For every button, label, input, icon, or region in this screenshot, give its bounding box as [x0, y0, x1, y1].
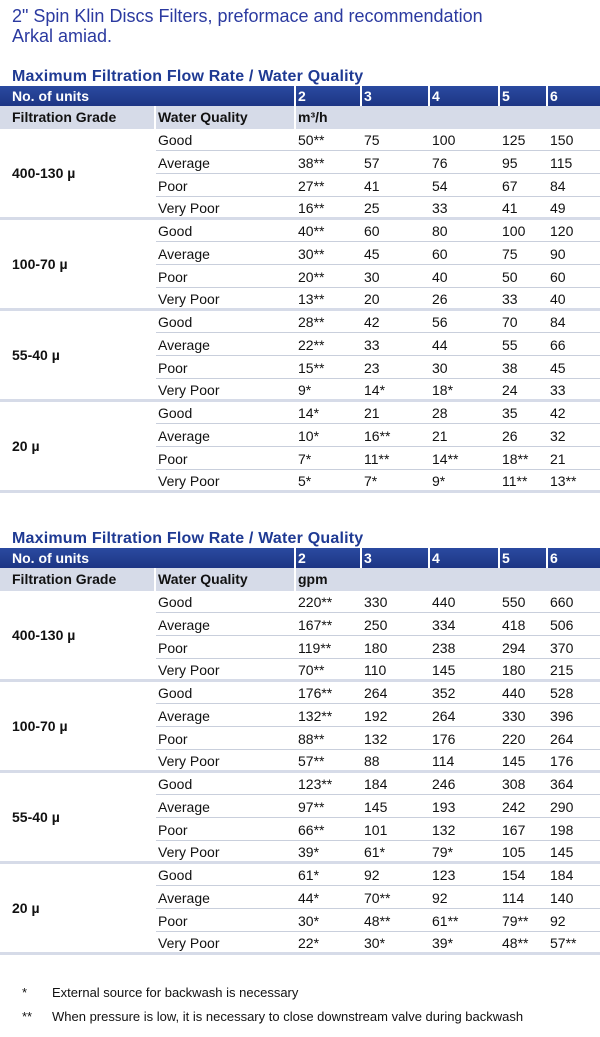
flow-value: 11**	[364, 450, 390, 467]
table-row	[156, 682, 600, 704]
flow-value: 76	[432, 154, 448, 171]
flow-value: 215	[550, 662, 574, 679]
flow-value: 95	[502, 154, 518, 171]
flow-value: 30**	[298, 245, 325, 262]
water-quality: Average	[158, 245, 210, 262]
table-row	[156, 728, 600, 750]
flow-value: 28	[432, 405, 448, 421]
table-row	[156, 288, 600, 310]
flow-value: 14**	[432, 450, 459, 467]
flow-value: 21	[364, 405, 380, 421]
flow-value: 110	[364, 662, 387, 679]
flow-value: 39*	[432, 935, 454, 952]
table-row	[156, 932, 600, 954]
flow-value: 45	[364, 245, 380, 262]
water-quality: Average	[158, 427, 210, 444]
header-separator	[546, 86, 548, 106]
unit-count-header: 4	[432, 550, 440, 566]
units-label: No. of units	[12, 88, 89, 104]
unit-count-header: 3	[364, 88, 372, 104]
flow-value: 114	[432, 753, 455, 770]
flow-table-gpm	[0, 530, 600, 955]
flow-value: 5*	[298, 473, 312, 490]
flow-value: 33	[550, 382, 566, 399]
header-separator	[294, 548, 296, 568]
flow-value: 42	[364, 314, 380, 330]
table-row	[156, 819, 600, 841]
filtration-grade: 20 µ	[12, 900, 40, 916]
table-row	[156, 887, 600, 909]
water-quality: Good	[158, 776, 193, 792]
flow-value: 250	[364, 616, 388, 633]
unit-count-header: 6	[550, 550, 558, 566]
flow-value: 56	[432, 314, 448, 330]
flow-value: 45	[550, 359, 566, 376]
table-row	[156, 910, 600, 932]
water-quality: Average	[158, 707, 210, 724]
flow-value: 90	[550, 245, 566, 262]
flow-value: 30	[364, 268, 380, 285]
flow-value: 40	[550, 291, 566, 308]
flow-value: 70	[502, 314, 518, 330]
flow-value: 334	[432, 616, 456, 633]
flow-value: 264	[550, 730, 574, 747]
units-header-bar	[0, 86, 600, 106]
flow-value: 132	[364, 730, 388, 747]
flow-value: 18*	[432, 382, 454, 399]
unit-count-header: 5	[502, 88, 510, 104]
flow-value: 66**	[298, 821, 325, 838]
flow-value: 41	[364, 177, 380, 194]
flow-value: 364	[550, 776, 574, 792]
water-quality: Average	[158, 798, 210, 815]
flow-value: 48**	[502, 935, 529, 952]
header-separator	[428, 548, 430, 568]
column-subheader-bar	[0, 106, 600, 129]
flow-value: 48**	[364, 912, 391, 929]
column-subheader-bar	[0, 568, 600, 591]
flow-value: 10*	[298, 427, 320, 444]
table-row	[156, 864, 600, 886]
flow-value: 38**	[298, 154, 325, 171]
flow-value: 330	[502, 707, 526, 724]
table-row	[156, 152, 600, 174]
flow-value: 54	[432, 177, 448, 194]
flow-value: 105	[502, 844, 526, 861]
page-title-line-2: Arkal amiad.	[12, 26, 113, 46]
flow-value: 92	[550, 912, 566, 929]
units-header-bar	[0, 548, 600, 568]
flow-value: 55	[502, 336, 518, 353]
filtration-grade: 20 µ	[12, 438, 40, 454]
units-label: No. of units	[12, 550, 89, 566]
table-row	[156, 841, 600, 863]
grade-group	[0, 682, 600, 773]
flow-value: 66	[550, 336, 566, 353]
flow-value: 14*	[298, 405, 320, 421]
table-row	[156, 591, 600, 613]
flow-value: 40	[432, 268, 448, 285]
table-heading: Maximum Filtration Flow Rate / Water Quality	[12, 530, 364, 547]
flow-value: 61**	[432, 912, 459, 929]
flow-value: 88	[364, 753, 380, 770]
water-quality: Poor	[158, 730, 188, 747]
flow-value: 49	[550, 200, 566, 217]
flow-value: 140	[550, 889, 574, 906]
unit-count-header: 3	[364, 550, 372, 566]
flow-value: 75	[502, 245, 518, 262]
flow-value: 7*	[298, 450, 312, 467]
filtration-grade: 100-70 µ	[12, 256, 68, 272]
flow-value: 30*	[364, 935, 386, 952]
table-row	[156, 379, 600, 401]
flow-value: 75	[364, 132, 380, 148]
flow-value: 264	[364, 685, 388, 701]
water-quality: Very Poor	[158, 200, 220, 217]
header-separator	[360, 86, 362, 106]
flow-value: 528	[550, 685, 574, 701]
table-row	[156, 448, 600, 470]
footnotes	[0, 983, 600, 1031]
flow-value: 125	[502, 132, 526, 148]
flow-value: 370	[550, 639, 574, 656]
header-separator	[428, 86, 430, 106]
flow-value: 26	[432, 291, 448, 308]
flow-value: 100	[502, 223, 526, 239]
header-separator	[546, 548, 548, 568]
flow-value: 440	[432, 594, 456, 610]
water-quality: Good	[158, 594, 193, 610]
flow-value: 120	[550, 223, 574, 239]
flow-value: 30*	[298, 912, 320, 929]
flow-value: 352	[432, 685, 456, 701]
flow-value: 33	[432, 200, 448, 217]
water-quality: Very Poor	[158, 935, 220, 952]
flow-value: 264	[432, 707, 456, 724]
flow-value: 16**	[364, 427, 391, 444]
water-quality: Good	[158, 223, 193, 239]
flow-unit-header: gpm	[298, 571, 328, 587]
flow-value: 38	[502, 359, 518, 376]
flow-value: 440	[502, 685, 526, 701]
flow-value: 9*	[432, 473, 446, 490]
flow-value: 9*	[298, 382, 312, 399]
grade-group	[0, 129, 600, 220]
table-row	[156, 705, 600, 727]
flow-value: 238	[432, 639, 456, 656]
table-row	[156, 402, 600, 424]
flow-value: 145	[432, 662, 456, 679]
flow-value: 97**	[298, 798, 325, 815]
water-quality: Average	[158, 336, 210, 353]
table-row	[156, 796, 600, 818]
flow-value: 84	[550, 177, 566, 194]
flow-value: 180	[364, 639, 388, 656]
flow-value: 88**	[298, 730, 325, 747]
subheader-separator	[154, 568, 156, 591]
table-row	[156, 334, 600, 356]
table-row	[156, 175, 600, 197]
grade-column-header: Filtration Grade	[12, 571, 117, 587]
flow-value: 123**	[298, 776, 333, 792]
flow-value: 44*	[298, 889, 320, 906]
flow-value: 16**	[298, 200, 325, 217]
flow-value: 44	[432, 336, 448, 353]
water-quality: Very Poor	[158, 844, 220, 861]
header-separator	[360, 548, 362, 568]
flow-value: 67	[502, 177, 518, 194]
flow-value: 176**	[298, 685, 333, 701]
water-quality: Good	[158, 132, 193, 148]
flow-value: 79**	[502, 912, 529, 929]
grade-group	[0, 311, 600, 402]
subheader-separator	[154, 106, 156, 129]
flow-value: 40**	[298, 223, 325, 239]
flow-value: 418	[502, 616, 526, 633]
unit-count-header: 5	[502, 550, 510, 566]
flow-table-m3h	[0, 68, 600, 493]
flow-value: 101	[364, 821, 388, 838]
flow-value: 57	[364, 154, 380, 171]
flow-value: 192	[364, 707, 388, 724]
table-row	[156, 357, 600, 379]
water-quality: Average	[158, 616, 210, 633]
table-row	[156, 750, 600, 772]
flow-value: 33	[364, 336, 380, 353]
flow-unit-header: m³/h	[298, 109, 328, 125]
flow-value: 11**	[502, 473, 528, 490]
flow-value: 20**	[298, 268, 325, 285]
flow-value: 100	[432, 132, 456, 148]
flow-value: 25	[364, 200, 380, 217]
flow-value: 132**	[298, 707, 333, 724]
table-row	[156, 470, 600, 492]
table-heading: Maximum Filtration Flow Rate / Water Quality	[12, 68, 364, 85]
flow-value: 184	[364, 776, 388, 792]
flow-value: 30	[432, 359, 448, 376]
flow-value: 92	[364, 867, 380, 883]
water-quality: Poor	[158, 268, 188, 285]
flow-value: 13**	[298, 291, 325, 308]
flow-value: 41	[502, 200, 518, 217]
table-row	[156, 659, 600, 681]
flow-value: 60	[364, 223, 380, 239]
flow-value: 220**	[298, 594, 333, 610]
flow-value: 32	[550, 427, 566, 444]
flow-value: 114	[502, 889, 525, 906]
flow-value: 115	[550, 154, 573, 171]
table-row	[156, 266, 600, 288]
table-row	[156, 311, 600, 333]
water-quality: Poor	[158, 359, 188, 376]
water-quality: Average	[158, 889, 210, 906]
table-row	[156, 243, 600, 265]
flow-value: 27**	[298, 177, 325, 194]
header-separator	[498, 548, 500, 568]
filtration-grade: 100-70 µ	[12, 718, 68, 734]
flow-value: 7*	[364, 473, 378, 490]
grade-group	[0, 402, 600, 493]
flow-value: 22**	[298, 336, 325, 353]
table-row	[156, 197, 600, 219]
flow-value: 246	[432, 776, 456, 792]
flow-value: 119**	[298, 639, 332, 656]
filtration-grade: 55-40 µ	[12, 347, 60, 363]
filtration-grade: 400-130 µ	[12, 165, 76, 181]
table-row	[156, 425, 600, 447]
flow-value: 123	[432, 867, 456, 883]
quality-column-header: Water Quality	[158, 109, 248, 125]
footnote-text: When pressure is low, it is necessary to close downstream valve during backwash	[52, 1009, 524, 1024]
water-quality: Poor	[158, 450, 188, 467]
flow-value: 50	[502, 268, 518, 285]
page-title-line-1: 2" Spin Klin Discs Filters, preformace and recommendation	[12, 6, 483, 26]
quality-column-header: Water Quality	[158, 571, 248, 587]
water-quality: Good	[158, 867, 193, 883]
flow-value: 80	[432, 223, 448, 239]
flow-value: 180	[502, 662, 526, 679]
water-quality: Good	[158, 405, 193, 421]
unit-count-header: 2	[298, 550, 306, 566]
unit-count-header: 4	[432, 88, 440, 104]
unit-count-header: 6	[550, 88, 558, 104]
header-separator	[294, 86, 296, 106]
grade-group	[0, 773, 600, 864]
flow-value: 176	[550, 753, 574, 770]
filtration-grade: 55-40 µ	[12, 809, 60, 825]
subheader-separator	[294, 568, 296, 591]
flow-value: 330	[364, 594, 388, 610]
filtration-grade: 400-130 µ	[12, 627, 76, 643]
flow-value: 14*	[364, 382, 386, 399]
flow-value: 61*	[298, 867, 320, 883]
footnote-single-star	[0, 983, 600, 1007]
flow-value: 20	[364, 291, 380, 308]
flow-value: 23	[364, 359, 380, 376]
flow-value: 167	[502, 821, 526, 838]
flow-value: 220	[502, 730, 526, 747]
flow-value: 92	[432, 889, 448, 906]
flow-value: 21	[432, 427, 448, 444]
header-separator	[498, 86, 500, 106]
grade-group	[0, 864, 600, 955]
flow-value: 506	[550, 616, 574, 633]
flow-value: 84	[550, 314, 566, 330]
flow-value: 145	[364, 798, 388, 815]
flow-value: 145	[502, 753, 526, 770]
flow-value: 21	[550, 450, 566, 467]
flow-value: 308	[502, 776, 526, 792]
flow-value: 24	[502, 382, 518, 399]
water-quality: Good	[158, 314, 193, 330]
flow-value: 22*	[298, 935, 320, 952]
water-quality: Poor	[158, 177, 188, 194]
flow-value: 150	[550, 132, 574, 148]
table-row	[156, 614, 600, 636]
unit-count-header: 2	[298, 88, 306, 104]
flow-value: 18**	[502, 450, 529, 467]
flow-value: 26	[502, 427, 518, 444]
flow-value: 184	[550, 867, 574, 883]
water-quality: Very Poor	[158, 382, 220, 399]
page-title	[12, 6, 592, 46]
flow-value: 42	[550, 405, 566, 421]
water-quality: Good	[158, 685, 193, 701]
flow-value: 290	[550, 798, 574, 815]
grade-group	[0, 220, 600, 311]
water-quality: Poor	[158, 912, 188, 929]
flow-value: 39*	[298, 844, 320, 861]
flow-value: 13**	[550, 473, 577, 490]
flow-value: 57**	[298, 753, 325, 770]
subheader-separator	[294, 106, 296, 129]
water-quality: Poor	[158, 639, 188, 656]
footnote-mark: **	[22, 1009, 33, 1024]
flow-value: 50**	[298, 132, 325, 148]
flow-value: 79*	[432, 844, 454, 861]
footnote-text: External source for backwash is necessary	[52, 985, 299, 1000]
grade-column-header: Filtration Grade	[12, 109, 117, 125]
flow-value: 396	[550, 707, 574, 724]
footnote-double-star	[0, 1007, 600, 1031]
footnote-mark: *	[22, 985, 28, 1000]
flow-value: 660	[550, 594, 574, 610]
flow-value: 242	[502, 798, 526, 815]
flow-value: 60	[432, 245, 448, 262]
water-quality: Very Poor	[158, 473, 220, 490]
water-quality: Very Poor	[158, 291, 220, 308]
flow-value: 60	[550, 268, 566, 285]
flow-value: 167**	[298, 616, 333, 633]
flow-value: 294	[502, 639, 526, 656]
table-row	[156, 129, 600, 151]
flow-value: 70**	[298, 662, 325, 679]
flow-value: 176	[432, 730, 456, 747]
flow-value: 145	[550, 844, 574, 861]
water-quality: Very Poor	[158, 662, 220, 679]
flow-value: 132	[432, 821, 456, 838]
table-row	[156, 773, 600, 795]
flow-value: 28**	[298, 314, 325, 330]
flow-value: 15**	[298, 359, 325, 376]
flow-value: 550	[502, 594, 526, 610]
water-quality: Very Poor	[158, 753, 220, 770]
water-quality: Average	[158, 154, 210, 171]
flow-value: 57**	[550, 935, 577, 952]
table-row	[156, 637, 600, 659]
flow-value: 70**	[364, 889, 391, 906]
flow-value: 193	[432, 798, 456, 815]
flow-value: 154	[502, 867, 526, 883]
flow-value: 35	[502, 405, 518, 421]
flow-value: 61*	[364, 844, 386, 861]
grade-group	[0, 591, 600, 682]
flow-value: 33	[502, 291, 518, 308]
flow-value: 198	[550, 821, 574, 838]
table-row	[156, 220, 600, 242]
water-quality: Poor	[158, 821, 188, 838]
